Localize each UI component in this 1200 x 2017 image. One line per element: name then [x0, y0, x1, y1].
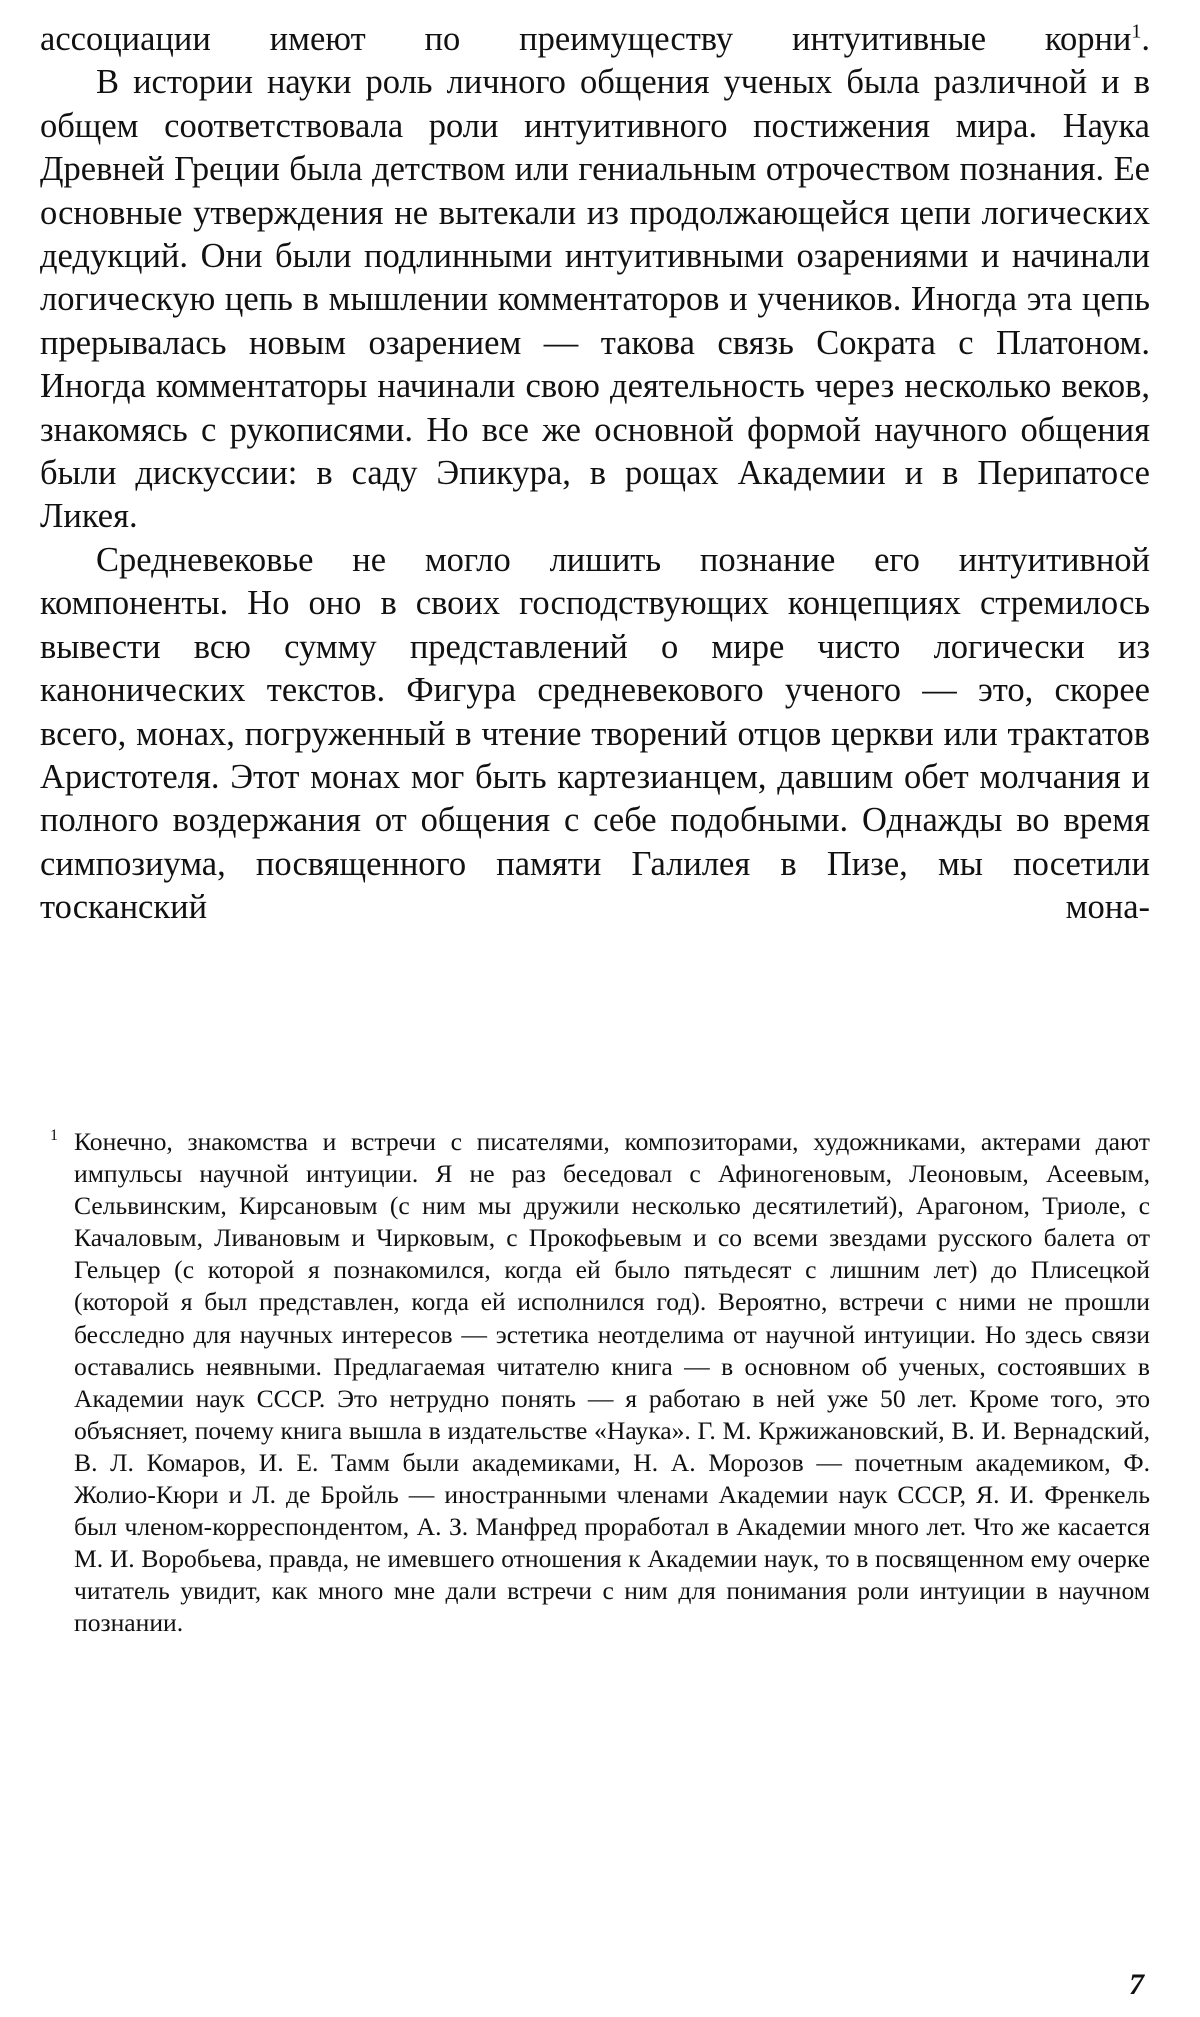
paragraph-middle-ages: Средневековье не могло лишить познание его интуитивной компоненты. Но оно в своих господствующих концепциях стремилось вывести всю сумму представлений о мире чисто логически из канонических текстов. Фигура средневекового ученого — это, скорее всего, монах, погруженный в чтение творений отцов церкви или трактатов Аристотеля. Этот монах мог быть картезианцем, давшим обет молчания и полного воздержания от общения с себе подобными. Однажды во время симпозиума, посвященного памяти Галилея в Пизе, мы посетили тосканский мона- — [40, 540, 1150, 927]
footnote-reference: 1 — [1131, 20, 1142, 43]
page-number: 7 — [1129, 1968, 1144, 2001]
paragraph-greece: В истории науки роль личного общения ученых была различной и в общем соответствовала роли интуитивного постижения мира. Наука Древней Греции была детством или гениальным отрочеством познания. Ее основные утверждения не вытекали из продолжающейся цепи логических дедукций. Они были подлинными интуитивными озарениями и начинали логическую цепь в мышлении комментаторов и учеников. Иногда эта цепь прерывалась новым озарением — такова связь Сократа с Платоном. Иногда комментаторы начинали свою деятельность через несколько веков, знакомясь с рукописями. Но все же основной формой научного общения были дискуссии: в саду Эпикура, в рощах Академии и в Перипатосе Ликея. — [40, 63, 1150, 536]
footnote — [40, 1126, 1150, 1640]
footnote-paragraph: 1 Конечно, знакомства и встречи с писателями, композиторами, художниками, актерами дают импульсы научной интуиции. Я не раз беседовал с Афиногеновым, Леоновым, Асеевым, Сельвинским, Кирсановым (с ним мы дружили несколько десятилетий), Арагоном, Триоле, с Качаловым, Ливановым и Чирковым, с Прокофьевым и со всеми звездами русского балета от Гельцер (с которой я познакомился, когда ей было пятьдесят с лишним лет) до Плисецкой (которой я был представлен, когда ей исполнился год). Вероятно, встречи с ними не прошли бесследно для научных интересов — эстетика неотделима от научной интуиции. Но здесь связи оставались неявными. Предлагаемая читателю книга — в основном об ученых, состоявших в Академии наук СССР. Это нетрудно понять — я работаю в ней уже 50 лет. Кроме того, это объясняет, почему книга вышла в издательстве «Наука». Г. М. Кржижановский, В. И. Вернадский, В. Л. Комаров, И. Е. Тамм были академиками, Н. А. Морозов — почетным академиком, Ф. Жолио-Кюри и Л. де Бройль — иностранными членами Академии наук СССР, Я. И. Френкель был членом-корреспондентом, А. З. Манфред проработал в Академии много лет. Что же касается М. И. Воробьева, правда, не имевшего отношения к Академии наук, то в посвященном ему очерке читатель увидит, как много мне дали встречи с ним для понимания роли интуиции в научном познании. — [50, 1127, 1150, 1638]
footnote-text: Конечно, знакомства и встречи с писателями, композиторами, художниками, актерами дают импульсы научной интуиции. Я не раз беседовал с Афиногеновым, Леоновым, Асеевым, Сельвинским, Кирсановым (с ним мы дружили несколько десятилетий), Арагоном, Триоле, с Качаловым, Ливановым и Чирковым, с Прокофьевым и со всеми звездами русского балета от Гельцер (с которой я познакомился, когда ей было пятьдесят с лишним лет) до Плисецкой (которой я был представлен, когда ей исполнился год). Вероятно, встречи с ними не прошли бесследно для научных интересов — эстетика неотделима от научной интуиции. Но здесь связи оставались неявными. Предлагаемая читателю книга — в основном об ученых, состоявших в Академии наук СССР. Это нетрудно понять — я работаю в ней уже 50 лет. Кроме того, это объясняет, почему книга вышла в издательстве «Наука». Г. М. Кржижановский, В. И. Вернадский, В. Л. Комаров, И. Е. Тамм были академиками, Н. А. Морозов — почетным академиком, Ф. Жолио-Кюри и Л. де Бройль — иностранными членами Академии наук СССР, Я. И. Френкель был членом-корреспондентом, А. З. Манфред проработал в Академии много лет. Что же касается М. И. Воробьева, правда, не имевшего отношения к Академии наук, то в посвященном ему очерке читатель увидит, как много мне дали встречи с ним для понимания роли интуиции в научном познании. — [74, 1127, 1150, 1638]
main-text — [40, 18, 1150, 930]
paragraph-continuation: ассоциации имеют по преимуществу интуитивные корни$^1$. — [40, 20, 1150, 58]
book-page — [40, 18, 1150, 2008]
